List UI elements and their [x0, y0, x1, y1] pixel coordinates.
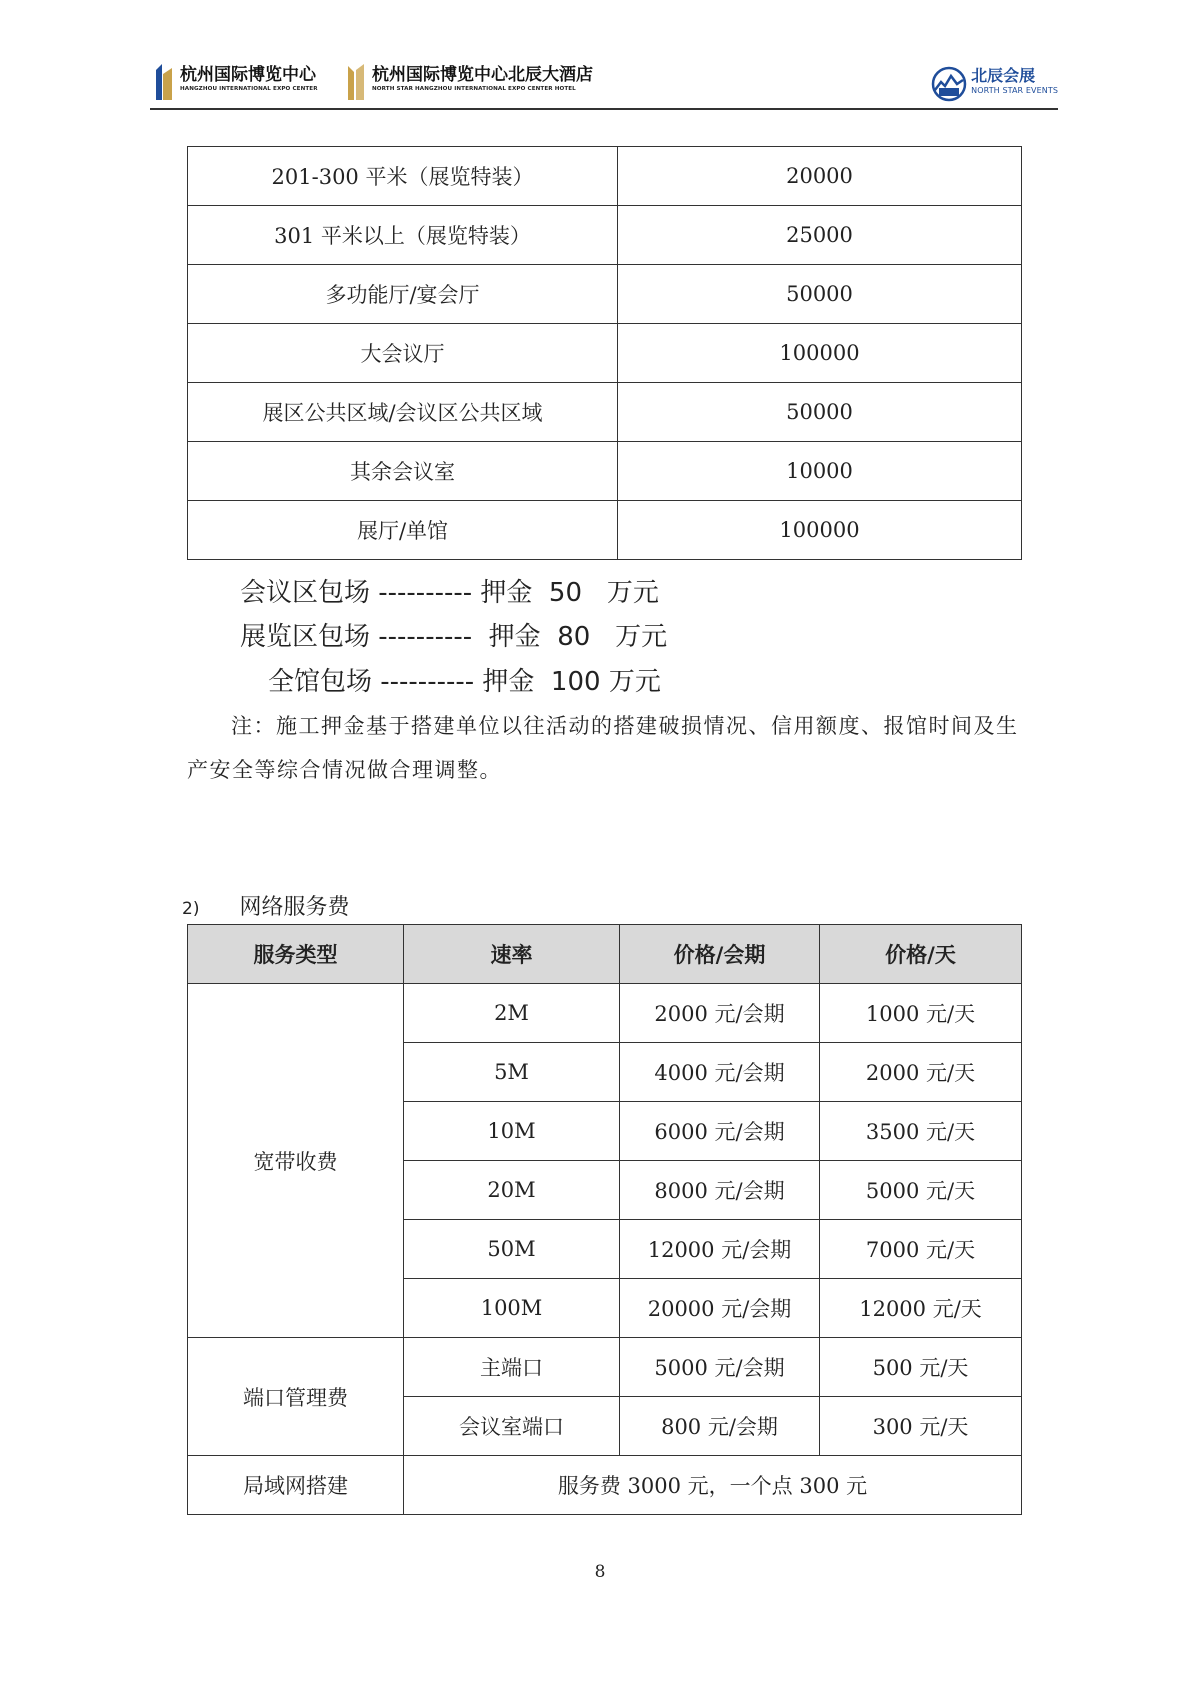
area-cell: 大会议厅: [188, 324, 618, 383]
deposit-dashes: ----------: [380, 667, 475, 697]
deposit-dashes: ----------: [378, 578, 473, 608]
hotel-logo-icon: [346, 64, 366, 100]
deposit-dashes: ----------: [378, 622, 473, 652]
hotel-logo: [346, 64, 593, 100]
deposit-line: [240, 616, 667, 653]
area-cell: 301 平米以上（展览特装）: [188, 206, 618, 265]
deposit-value: 50: [548, 578, 583, 608]
price-day-cell: 2000 元/天: [820, 1043, 1022, 1102]
rate-cell: 5M: [404, 1043, 620, 1102]
area-cell: 展区公共区域/会议区公共区域: [188, 383, 618, 442]
area-cell: 其余会议室: [188, 442, 618, 501]
table-row: [188, 1456, 1022, 1515]
deposit-name: 全馆包场: [268, 667, 373, 697]
amount-cell: 100000: [618, 501, 1022, 560]
logo1-cn: 杭州国际博览中心: [180, 65, 316, 85]
deposit-fee-table: [187, 146, 1022, 560]
price-session-cell: 4000 元/会期: [620, 1043, 820, 1102]
price-session-cell: 800 元/会期: [620, 1397, 820, 1456]
lan-desc-cell: 服务费 3000 元，一个点 300 元: [404, 1456, 1022, 1515]
service-type-cell: 局域网搭建: [188, 1456, 404, 1515]
deposit-unit: 万元: [615, 622, 668, 652]
price-day-cell: 12000 元/天: [820, 1279, 1022, 1338]
rate-cell: 10M: [404, 1102, 620, 1161]
rate-cell: 100M: [404, 1279, 620, 1338]
price-session-cell: 5000 元/会期: [620, 1338, 820, 1397]
rate-cell: 主端口: [404, 1338, 620, 1397]
table-row: [188, 324, 1022, 383]
area-cell: 多功能厅/宴会厅: [188, 265, 618, 324]
header-price-session: 价格/会期: [620, 925, 820, 984]
header-service-type: 服务类型: [188, 925, 404, 984]
rate-cell: 2M: [404, 984, 620, 1043]
logo2-cn: 杭州国际博览中心北辰大酒店: [372, 65, 593, 85]
header-rate: 速率: [404, 925, 620, 984]
deposit-value: 80: [557, 622, 591, 652]
price-day-cell: 7000 元/天: [820, 1220, 1022, 1279]
amount-cell: 50000: [618, 383, 1022, 442]
area-cell: 201-300 平米（展览特装）: [188, 147, 618, 206]
price-session-cell: 6000 元/会期: [620, 1102, 820, 1161]
logo3-cn: 北辰会展: [971, 66, 1036, 85]
logo1-en: HANGZHOU INTERNATIONAL EXPO CENTER: [180, 86, 318, 92]
service-type-cell: 端口管理费: [188, 1338, 404, 1456]
amount-cell: 50000: [618, 265, 1022, 324]
table-row: [188, 265, 1022, 324]
deposit-label: 押金: [488, 622, 541, 652]
table-row: [188, 501, 1022, 560]
network-fee-table: [187, 924, 1022, 1515]
price-session-cell: 8000 元/会期: [620, 1161, 820, 1220]
rate-cell: 会议室端口: [404, 1397, 620, 1456]
amount-cell: 100000: [618, 324, 1022, 383]
deposit-label: 押金: [482, 667, 535, 697]
section-title: 网络服务费: [239, 895, 350, 920]
service-type-cell: 宽带收费: [188, 984, 404, 1338]
price-session-cell: 2000 元/会期: [620, 984, 820, 1043]
amount-cell: 25000: [618, 206, 1022, 265]
price-day-cell: 5000 元/天: [820, 1161, 1022, 1220]
page-number: 8: [594, 1562, 606, 1582]
amount-cell: 20000: [618, 147, 1022, 206]
deposit-unit: 万元: [608, 667, 661, 697]
price-day-cell: 3500 元/天: [820, 1102, 1022, 1161]
note-paragraph: 注：施工押金基于搭建单位以往活动的搭建破损情况、信用额度、报馆时间及生产安全等综合情况做合理调整。: [187, 714, 1019, 782]
table-row: [188, 147, 1022, 206]
rate-cell: 20M: [404, 1161, 620, 1220]
area-cell: 展厅/单馆: [188, 501, 618, 560]
section-heading: [182, 890, 349, 921]
price-day-cell: 1000 元/天: [820, 984, 1022, 1043]
page-header: [150, 58, 1058, 108]
deposit-line: [268, 661, 661, 698]
amount-cell: 10000: [618, 442, 1022, 501]
deposit-unit: 万元: [606, 578, 659, 608]
table-row: [188, 383, 1022, 442]
table-header-row: [188, 925, 1022, 984]
header-rule: [150, 108, 1058, 110]
expo-center-logo-icon: [154, 64, 174, 100]
deposit-label: 押金: [480, 578, 533, 608]
logo3-en: NORTH STAR EVENTS: [971, 86, 1058, 95]
section-number: 2): [182, 899, 200, 919]
table-row: [188, 206, 1022, 265]
table-row: [188, 984, 1022, 1043]
deposit-line: [240, 572, 659, 609]
price-session-cell: 12000 元/会期: [620, 1220, 820, 1279]
rate-cell: 50M: [404, 1220, 620, 1279]
deposit-value: 100: [550, 667, 601, 697]
price-session-cell: 20000 元/会期: [620, 1279, 820, 1338]
globe-icon: [931, 66, 967, 102]
price-day-cell: 300 元/天: [820, 1397, 1022, 1456]
north-star-events-logo: [931, 66, 1058, 102]
header-price-day: 价格/天: [820, 925, 1022, 984]
table-row: [188, 442, 1022, 501]
price-day-cell: 500 元/天: [820, 1338, 1022, 1397]
table-row: [188, 1338, 1022, 1397]
expo-center-logo: [154, 64, 318, 100]
deposit-name: 会议区包场: [240, 578, 371, 608]
deposit-name: 展览区包场: [240, 622, 371, 652]
logo2-en: NORTH STAR HANGZHOU INTERNATIONAL EXPO CENTER HOTEL: [372, 86, 576, 92]
